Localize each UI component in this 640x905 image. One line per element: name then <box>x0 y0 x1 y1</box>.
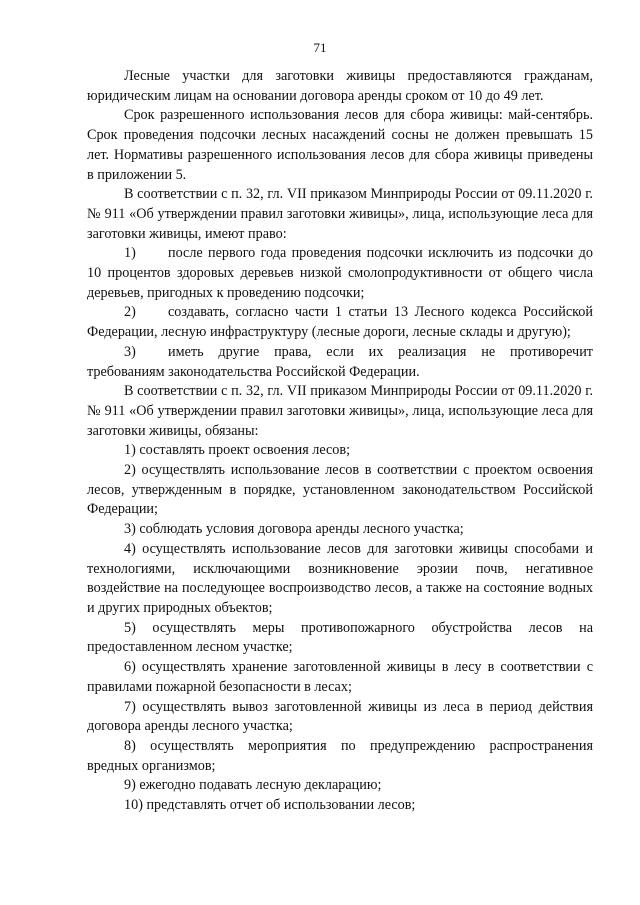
obligation-item: 3) соблюдать условия договора аренды лесного участка; <box>124 521 464 538</box>
page-body <box>87 67 593 816</box>
obligation-item: 7) осуществлять вывоз заготовленной живицы из леса в период действия договора аренды лесного участка; <box>87 698 593 735</box>
paragraph-lease-terms: Лесные участки для заготовки живицы предоставляются гражданам, юридическим лицам на основании договора аренды сроком от 10 до 49 лет. <box>87 68 593 104</box>
paragraph-resin-period: Срок разрешенного использования лесов для сбора живицы: май-сентябрь. Срок проведения подсочки лесных насаждений сосны не должен превышать 15 лет. Нормативы разрешенного использования лесов для сбора живицы приведены в приложении 5. <box>87 107 593 183</box>
page-number: 71 <box>313 40 327 55</box>
rights-item-number: 1) <box>124 245 136 262</box>
rights-item <box>87 343 593 382</box>
rights-item-number: 3) <box>124 343 136 360</box>
obligation-item: 4) осуществлять использование лесов для заготовки живицы способами и технологиями, исключающими возникновение эрозии почв, негативное воздействие на последующее воспроизводство лесов, а также на состояние водных и других природных объектов; <box>87 540 593 616</box>
rights-item-text: иметь другие права, если их реализация не противоречит требованиям законодательства Российской Федерации. <box>87 343 593 380</box>
rights-item <box>87 303 593 342</box>
rights-item-number: 2) <box>124 304 136 321</box>
rights-item-text: после первого года проведения подсочки исключить из подсочки до 10 процентов здоровых деревьев низкой смолопродуктивности от общего числа деревьев, пригодных к проведению подсочки; <box>87 245 593 301</box>
obligation-item: 5) осуществлять меры противопожарного обустройства лесов на предоставленном лесном участке; <box>87 619 593 656</box>
obligation-item: 2) осуществлять использование лесов в соответствии с проектом освоения лесов, утвержденным в порядке, установленном законодательством Российской Федерации; <box>87 462 593 518</box>
obligation-item: 8) осуществлять мероприятия по предупреждению распространения вредных организмов; <box>87 737 593 774</box>
obligation-item: 9) ежегодно подавать лесную декларацию; <box>124 777 382 794</box>
rights-item-text: создавать, согласно части 1 статьи 13 Лесного кодекса Российской Федерации, лесную инфраструктуру (лесные дороги, лесные склады и другую); <box>87 304 593 341</box>
paragraph-obligations-intro: В соответствии с п. 32, гл. VII приказом Минприроды России от 09.11.2020 г. № 911 «Об утверждении правил заготовки живицы», лица, использующие леса для заготовки живицы, обязаны: <box>87 383 593 439</box>
paragraph-rights-intro: В соответствии с п. 32, гл. VII приказом Минприроды России от 09.11.2020 г. № 911 «Об утверждении правил заготовки живицы», лица, использующие леса для заготовки живицы, имеют право: <box>87 186 593 242</box>
obligation-item: 6) осуществлять хранение заготовленной живицы в лесу в соответствии с правилами пожарной безопасности в лесах; <box>87 659 593 695</box>
obligation-item: 10) представлять отчет об использовании лесов; <box>124 797 416 814</box>
rights-item <box>87 244 593 303</box>
obligation-item: 1) составлять проект освоения лесов; <box>124 442 351 459</box>
